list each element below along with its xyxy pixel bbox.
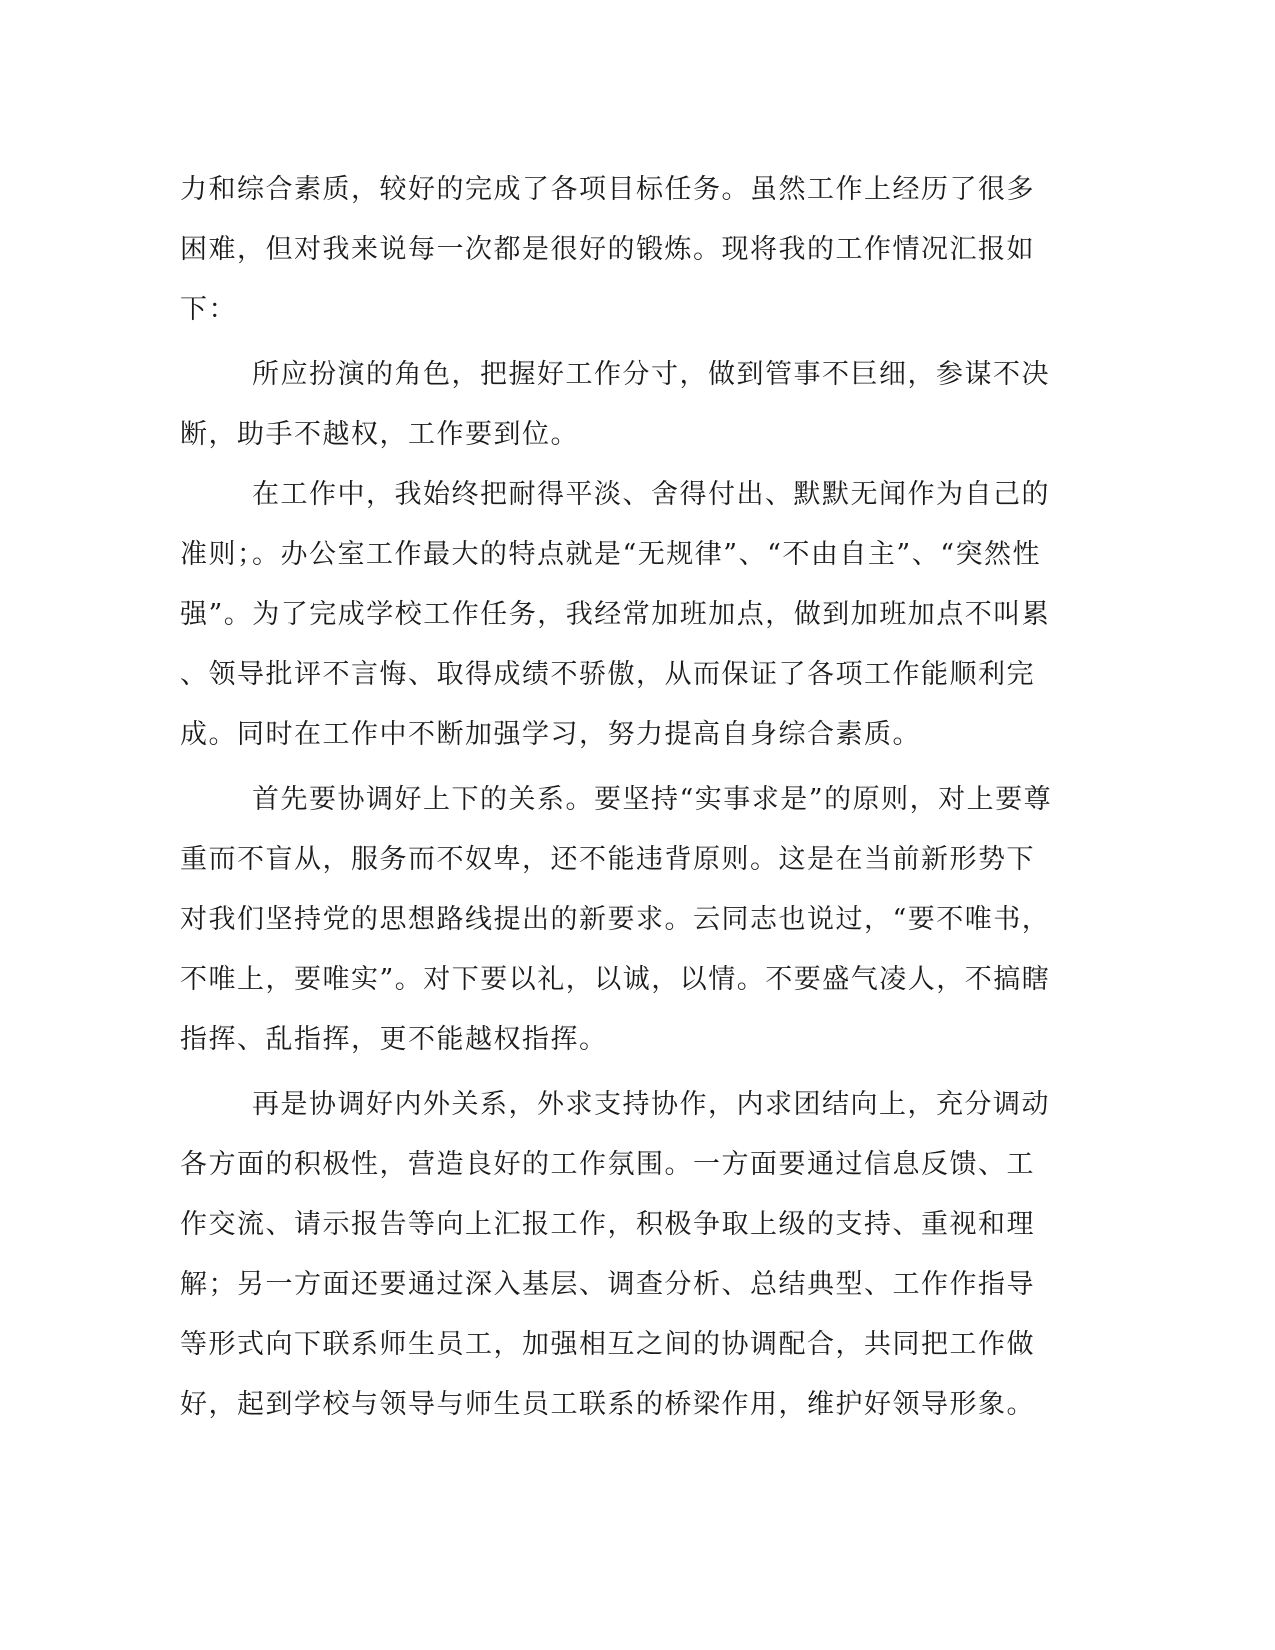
text-line: 等形式向下联系师生员工，加强相互之间的协调配合，共同把工作做 <box>180 1329 1035 1360</box>
text-line: 指挥、乱指挥，更不能越权指挥。 <box>180 1024 608 1055</box>
text-line: 不唯上，要唯实”。对下要以礼，以诚，以情。不要盛气凌人，不搞瞎 <box>180 964 1051 995</box>
text-line: 所应扮演的角色，把握好工作分寸，做到管事不巨细，参谋不决 <box>252 359 1050 390</box>
text-line: 准则；。办公室工作最大的特点就是“无规律”、“不由自主”、“突然性 <box>180 539 1042 570</box>
text-line: 强”。为了完成学校工作任务，我经常加班加点，做到加班加点不叫累 <box>180 599 1051 630</box>
text-line: 下： <box>180 294 237 325</box>
text-line: 力和综合素质，较好的完成了各项目标任务。虽然工作上经历了很多 <box>180 174 1035 205</box>
text-line: 首先要协调好上下的关系。要坚持“实事求是”的原则，对上要尊 <box>252 784 1053 815</box>
text-line: 在工作中，我始终把耐得平淡、舍得付出、默默无闻作为自己的 <box>252 479 1050 510</box>
text-line: 困难，但对我来说每一次都是很好的锻炼。现将我的工作情况汇报如 <box>180 234 1035 265</box>
text-line: 再是协调好内外关系，外求支持协作，内求团结向上，充分调动 <box>252 1089 1050 1120</box>
text-line: 对我们坚持党的思想路线提出的新要求。云同志也说过，“要不唯书， <box>180 904 1051 935</box>
text-line: 、领导批评不言悔、取得成绩不骄傲，从而保证了各项工作能顺利完 <box>180 659 1035 690</box>
text-line: 重而不盲从，服务而不奴卑，还不能违背原则。这是在当前新形势下 <box>180 844 1035 875</box>
text-line: 作交流、请示报告等向上汇报工作，积极争取上级的支持、重视和理 <box>180 1209 1035 1240</box>
text-line: 各方面的积极性，营造良好的工作氛围。一方面要通过信息反馈、工 <box>180 1149 1035 1180</box>
text-line: 成。同时在工作中不断加强学习，努力提高自身综合素质。 <box>180 719 921 750</box>
text-line: 断，助手不越权，工作要到位。 <box>180 419 579 450</box>
text-line: 解；另一方面还要通过深入基层、调查分析、总结典型、工作作指导 <box>180 1269 1035 1300</box>
text-line: 好，起到学校与领导与师生员工联系的桥梁作用，维护好领导形象。 <box>180 1389 1035 1420</box>
